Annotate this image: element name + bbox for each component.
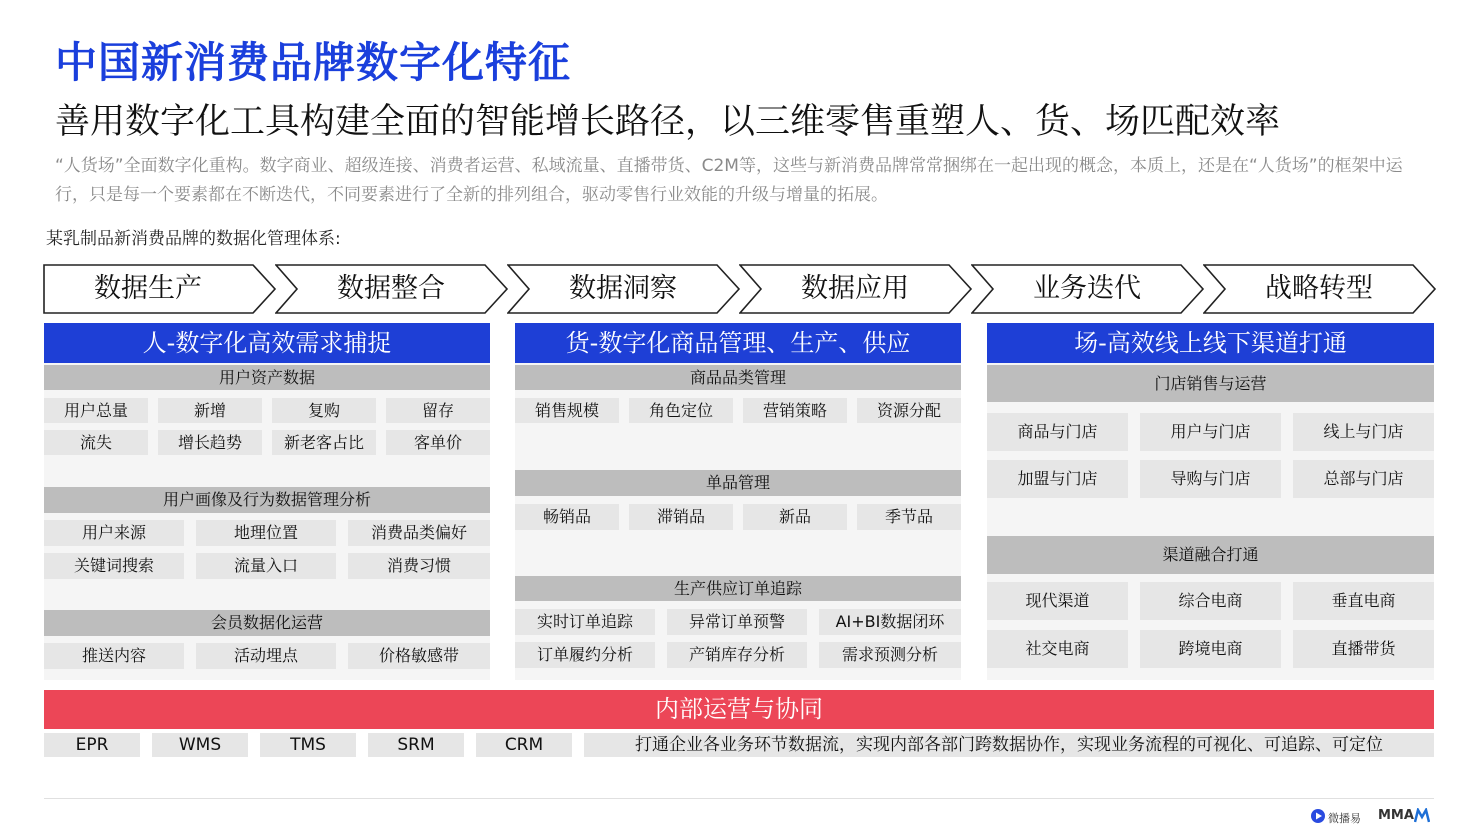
- data-tag: 消费习惯: [348, 553, 490, 579]
- internal-ops-note: 打通企业各业务环节数据流，实现内部各部门跨数据协作，实现业务流程的可视化、可追踪、可定位: [584, 733, 1434, 757]
- system-tag: CRM: [476, 733, 572, 757]
- data-tag: 活动埋点: [196, 643, 336, 669]
- data-tag: 营销策略: [743, 398, 847, 423]
- internal-ops-title: 内部运营与协同: [44, 690, 1434, 729]
- logo-mma: MMA: [1378, 808, 1414, 823]
- process-step-label: 数据洞察: [569, 273, 677, 304]
- data-tag: 价格敏感带: [348, 643, 490, 669]
- data-tag: 用户总量: [44, 398, 148, 423]
- data-tag: 地理位置: [196, 520, 336, 546]
- diagram-caption: 某乳制品新消费品牌的数据化管理体系:: [46, 229, 341, 249]
- data-tag: 用户来源: [44, 520, 184, 546]
- data-tag: 订单履约分析: [515, 642, 655, 668]
- data-tag: 滞销品: [629, 504, 733, 530]
- data-tag: 直播带货: [1293, 630, 1434, 668]
- data-tag: 加盟与门店: [987, 460, 1128, 498]
- data-tag: 异常订单预警: [667, 609, 807, 635]
- system-tag: WMS: [152, 733, 248, 757]
- data-tag: 流量入口: [196, 553, 336, 579]
- system-tag: EPR: [44, 733, 140, 757]
- data-tag: 现代渠道: [987, 582, 1128, 620]
- play-logo-icon: [1310, 808, 1326, 824]
- footer-logos: [1310, 806, 1434, 826]
- process-step-label: 数据整合: [337, 273, 445, 304]
- panel-place: [987, 323, 1434, 680]
- page-subtitle: 善用数字化工具构建全面的智能增长路径，以三维零售重塑人、货、场匹配效率: [55, 102, 1281, 142]
- data-tag: 社交电商: [987, 630, 1128, 668]
- process-step: [275, 264, 509, 314]
- process-step-label: 数据应用: [801, 273, 909, 304]
- section-title: 渠道融合打通: [987, 536, 1434, 574]
- data-tag: 总部与门店: [1293, 460, 1434, 498]
- data-tag: 流失: [44, 430, 148, 455]
- panel-goods: [515, 323, 961, 680]
- process-step-label: 战略转型: [1265, 273, 1373, 304]
- process-step: [739, 264, 973, 314]
- panel-people: [44, 323, 490, 680]
- m-logo-icon: [1414, 808, 1430, 824]
- description-text: “人货场”全面数字化重构。数字商业、超级连接、消费者运营、私域流量、直播带货、C2M等，这些与新消费品牌常常捆绑在一起出现的概念，本质上，还是在“人货场”的框架中运行，只是每一个要素都在不断迭代，不同要素进行了全新的排列组合，驱动零售行业效能的升级与增量的拓展。: [55, 156, 1403, 205]
- section-title: 单品管理: [515, 470, 961, 496]
- process-chevrons: [43, 264, 1435, 314]
- data-tag: 导购与门店: [1140, 460, 1281, 498]
- data-tag: 线上与门店: [1293, 413, 1434, 451]
- section-title: 用户资产数据: [44, 365, 490, 390]
- section-title: 生产供应订单追踪: [515, 576, 961, 601]
- section-title: 用户画像及行为数据管理分析: [44, 487, 490, 513]
- process-step: [507, 264, 741, 314]
- panel-place-title: 场-高效线上线下渠道打通: [987, 323, 1434, 363]
- data-tag: 需求预测分析: [819, 642, 961, 668]
- data-tag: 客单价: [386, 430, 490, 455]
- panel-people-title: 人-数字化高效需求捕捉: [44, 323, 490, 363]
- data-tag: 推送内容: [44, 643, 184, 669]
- data-tag: 关键词搜索: [44, 553, 184, 579]
- data-tag: 用户与门店: [1140, 413, 1281, 451]
- process-step-label: 业务迭代: [1033, 273, 1141, 304]
- process-step: [43, 264, 277, 314]
- data-tag: 消费品类偏好: [348, 520, 490, 546]
- data-tag: 角色定位: [629, 398, 733, 423]
- process-step: [1203, 264, 1437, 314]
- data-tag: 复购: [272, 398, 376, 423]
- data-tag: AI+BI数据闭环: [819, 609, 961, 635]
- logo-wbiy: 微播易: [1328, 812, 1361, 825]
- data-tag: 新品: [743, 504, 847, 530]
- data-tag: 商品与门店: [987, 413, 1128, 451]
- data-tag: 跨境电商: [1140, 630, 1281, 668]
- data-tag: 资源分配: [857, 398, 961, 423]
- data-tag: 销售规模: [515, 398, 619, 423]
- data-tag: 畅销品: [515, 504, 619, 530]
- section-title: 会员数据化运营: [44, 610, 490, 636]
- process-step-label: 数据生产: [94, 273, 202, 304]
- data-tag: 增长趋势: [158, 430, 262, 455]
- system-tag: SRM: [368, 733, 464, 757]
- data-tag: 新老客占比: [272, 430, 376, 455]
- data-tag: 综合电商: [1140, 582, 1281, 620]
- system-tag: TMS: [260, 733, 356, 757]
- section-title: 商品品类管理: [515, 365, 961, 390]
- section-title: 门店销售与运营: [987, 365, 1434, 402]
- footer-divider: [44, 798, 1434, 799]
- panel-goods-title: 货-数字化商品管理、生产、供应: [515, 323, 961, 363]
- data-tag: 季节品: [857, 504, 961, 530]
- data-tag: 产销库存分析: [667, 642, 807, 668]
- data-tag: 留存: [386, 398, 490, 423]
- data-tag: 实时订单追踪: [515, 609, 655, 635]
- process-step: [971, 264, 1205, 314]
- data-tag: 垂直电商: [1293, 582, 1434, 620]
- page-title: 中国新消费品牌数字化特征: [55, 38, 572, 87]
- data-tag: 新增: [158, 398, 262, 423]
